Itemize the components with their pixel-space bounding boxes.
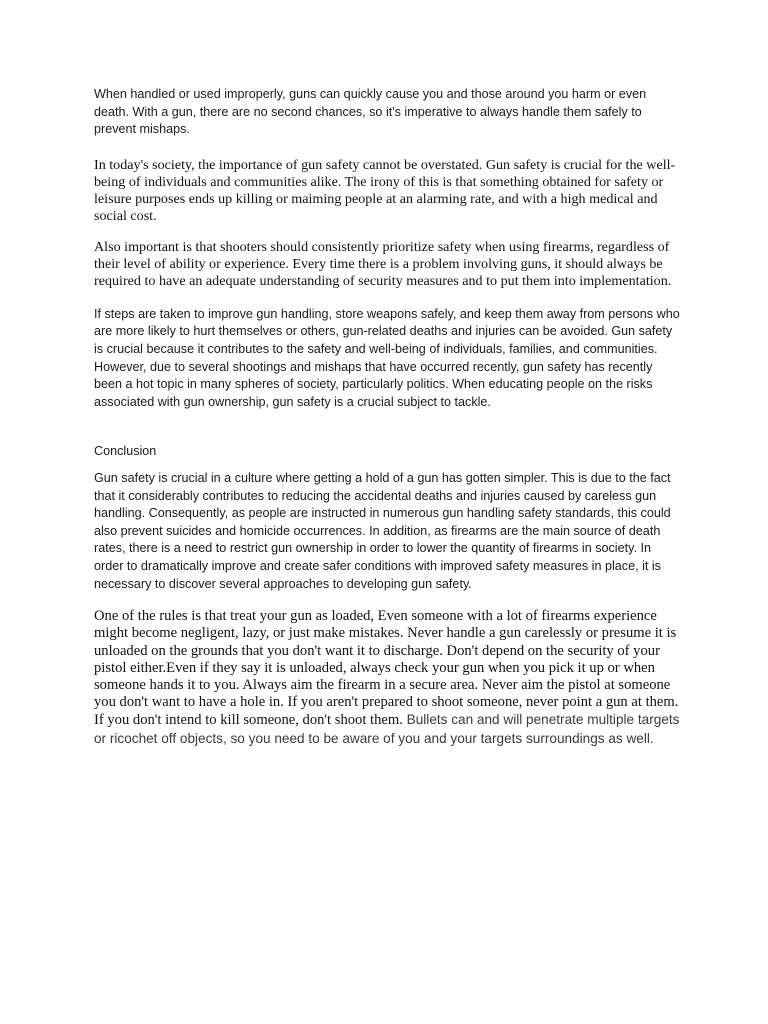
rules-text: One of the rules is that treat your gun as loaded, Even someone with a lot of firearms experience might become negligent, lazy, or just make mistakes. Never handle a gun carelessly or presume it is unloaded on the grounds that you don't want it to discharge. Don't depend on the security of your pistol either.Even if they say it is unloaded, always check your gun when you pick it up or when someone hands it to you. Always aim the firearm in a secure area. Never aim the pistol at someone you don't want to have a hole in. If you aren't prepared to shoot someone, never point a gun at them. If you don't intend to kill someone, don't shoot them. — [94, 608, 679, 729]
prevention-paragraph: If steps are taken to improve gun handling, store weapons safely, and keep them away from persons who are more likely to hurt themselves or others, gun-related deaths and injuries can be avoided. Gun safety is crucial because it contributes to the safety and well-being of individuals, families, and communities. However, due to several shootings and mishaps that have occurred recently, gun safety has recently been a hot topic in many spheres of society, particularly politics. When educating people on the risks associated with gun ownership, gun safety is a crucial subject to tackle. — [94, 306, 680, 409]
rules-paragraph — [94, 608, 680, 748]
shooters-paragraph: Also important is that shooters should consistently prioritize safety when using firearms, regardless of their level of ability or experience. Every time there is a problem involving guns, it should always be required to have an adequate understanding of security measures and to put them into implementation. — [94, 238, 672, 289]
conclusion-heading: Conclusion — [94, 444, 157, 459]
document-page — [94, 86, 680, 748]
society-paragraph: In today's society, the importance of gun safety cannot be overstated. Gun safety is crucial for the well-being of individuals and communities alike. The irony of this is that something obtained for safety or leisure purposes ends up killing or maiming people at an alarming rate, and with a high medical and social cost. — [94, 156, 676, 224]
conclusion-paragraph: Gun safety is crucial in a culture where getting a hold of a gun has gotten simpler. This is due to the fact that it considerably contributes to reducing the accidental deaths and injuries caused by careless gun handling. Consequently, as people are instructed in numerous gun handling safety standards, this could also prevent suicides and homicide occurrences. In addition, as firearms are the main source of death rates, there is a need to restrict gun ownership in order to lower the quantity of firearms in society. In order to dramatically improve and create safer conditions with improved safety measures in place, it is necessary to discover several approaches to developing gun safety. — [94, 470, 671, 591]
intro-paragraph: When handled or used improperly, guns can quickly cause you and those around you harm or even death. With a gun, there are no second chances, so it's imperative to always handle them safely to prevent mishaps. — [94, 87, 647, 137]
rules-tail-text: Bullets can and will penetrate multiple targets or ricochet off objects, so you need to be aware of you and your targets surroundings as well. — [94, 712, 680, 746]
